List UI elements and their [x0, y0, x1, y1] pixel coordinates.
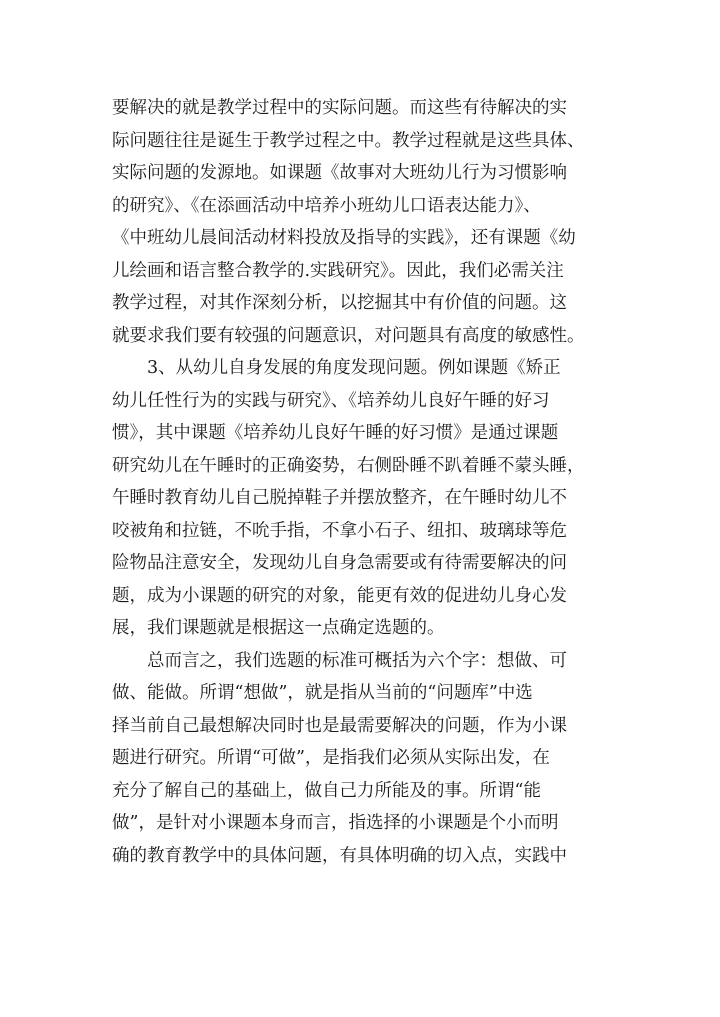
text-line: 充分了解自己的基础上，做自己力所能及的事。所谓“能	[112, 780, 541, 801]
body-text	[112, 92, 612, 872]
text-line: 惯》，其中课题《培养幼儿良好午睡的好习惯》是通过课题	[112, 423, 559, 443]
text-line: 《中班幼儿晨间活动材料投放及指导的实践》，还有课题《幼	[112, 228, 576, 248]
text-line: 咬被角和拉链，不吮手指，不拿小石子、纽扣、玻璃球等危	[112, 520, 567, 541]
text-line: 展，我们课题就是根据这一点确定选题的。	[112, 618, 445, 638]
text-line: 教学过程，对其作深刻分析，以挖掘其中有价值的问题。这	[112, 293, 567, 313]
text-line: 午睡时教育幼儿自己脱掉鞋子并摆放整齐，在午睡时幼儿不	[112, 488, 567, 508]
text-line: 实际问题的发源地。如课题《故事对大班幼儿行为习惯影响	[112, 163, 567, 183]
text-line: 险物品注意安全，发现幼儿自身急需要或有待需要解决的问	[112, 553, 567, 573]
text-line: 研究幼儿在午睡时的正确姿势，右侧卧睡不趴着睡不蒙头睡，	[112, 455, 585, 476]
text-line: 的研究》、《在添画活动中培养小班幼儿口语表达能力》、	[112, 195, 541, 216]
text-line: 题进行研究。所谓“可做”，是指我们必须从实际出发，在	[112, 748, 550, 768]
text-line: 确的教育教学中的具体问题，有具体明确的切入点，实践中	[112, 845, 567, 866]
text-line: 择当前自己最想解决同时也是最需要解决的问题，作为小课	[112, 715, 567, 736]
text-line: 就要求我们要有较强的问题意识，对问题具有高度的敏感性。	[112, 325, 585, 346]
text-line: 要解决的就是教学过程中的实际问题。而这些有待解决的实	[112, 98, 567, 118]
text-line: 做、能做。所谓“想做”，就是指从当前的“问题库”中选	[112, 683, 533, 703]
paragraph-start-line: 总而言之，我们选题的标准可概括为六个字：想做、可	[147, 650, 567, 671]
text-line: 际问题往往是诞生于教学过程之中。教学过程就是这些具体、	[112, 130, 585, 151]
text-line: 题，成为小课题的研究的对象，能更有效的促进幼儿身心发	[112, 585, 567, 606]
text-line: 幼儿任性行为的实践与研究》、《培养幼儿良好午睡的好习	[112, 390, 550, 411]
text-line: 做”，是针对小课题本身而言，指选择的小课题是个小而明	[112, 813, 559, 833]
text-line: 儿绘画和语言整合教学的.实践研究》。因此，我们必需关注	[112, 260, 564, 281]
paragraph-start-line: 3、从幼儿自身发展的角度发现问题。例如课题《矫正	[147, 358, 561, 378]
